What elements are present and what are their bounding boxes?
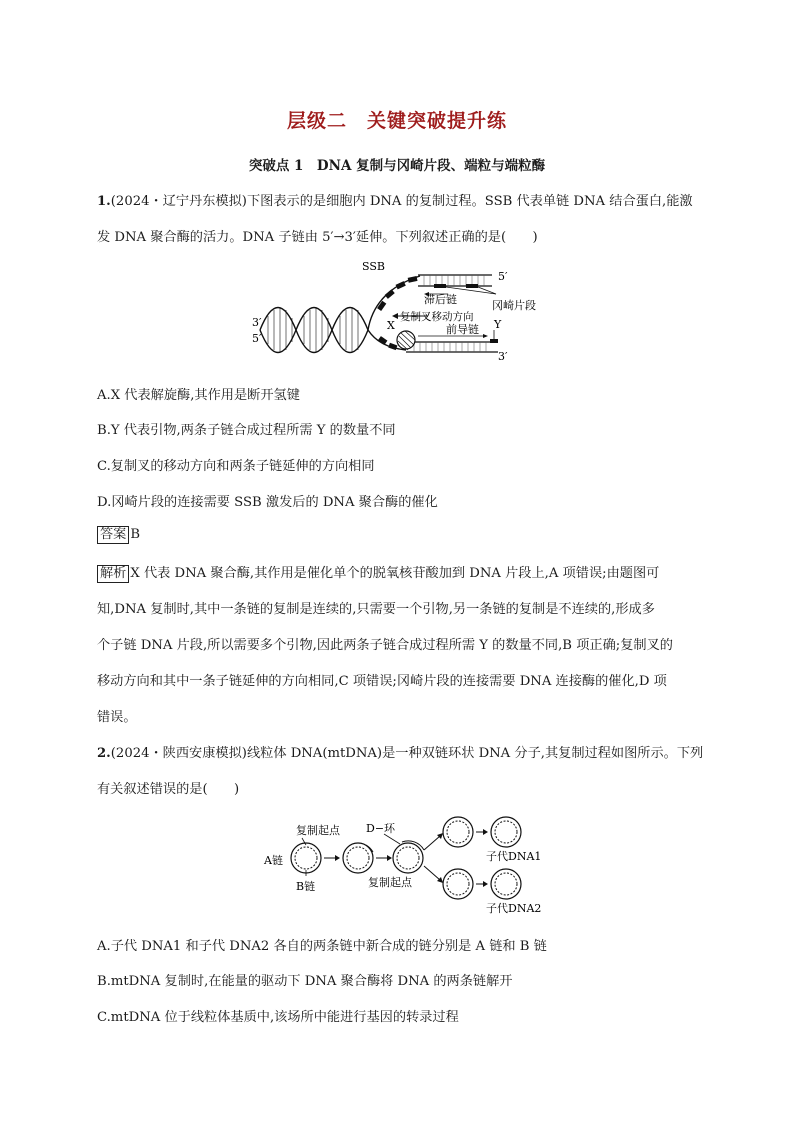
label-leading: 前导链: [446, 323, 479, 336]
label-5prime-top: 5′: [498, 270, 508, 283]
q2-stem-line1: 2.(2024・陕西安康模拟)线粒体 DNA(mtDNA)是一种双链环状 DNA 分子,其复制过程如图所示。下列: [97, 746, 704, 761]
label-child-dna1: 子代DNA1: [486, 850, 542, 863]
label-lagging: 滞后链: [424, 293, 457, 306]
q1-stem-line1: 1.(2024・辽宁丹东模拟)下图表示的是细胞内 DNA 的复制过程。SSB 代表单链 DNA 结合蛋白,能激: [97, 194, 693, 209]
label-x: X: [387, 319, 395, 332]
section-subtitle: 突破点 1 DNA 复制与冈崎片段、端粒与端粒酶: [248, 158, 546, 174]
label-y: Y: [494, 318, 502, 331]
q1-analysis-line5: 错误。: [97, 710, 137, 725]
label-okazaki: 冈崎片段: [492, 299, 536, 312]
q1-option-b: B.Y 代表引物,两条子链合成过程所需 Y 的数量不同: [97, 423, 396, 438]
mtdna-replication-figure: [262, 812, 542, 922]
answer-tag: 答案: [97, 526, 129, 544]
label-3prime-bottom: 3′: [498, 350, 508, 363]
label-3prime-left: 3′: [252, 316, 262, 329]
primer-y: [490, 339, 498, 343]
label-5prime-left: 5′: [252, 332, 262, 345]
lower-duplex-rungs: [414, 342, 486, 352]
label-origin-2: 复制起点: [368, 876, 412, 889]
q1-analysis-line2: 知,DNA 复制时,其中一条链的复制是连续的,只需要一个引物,另一条链的复制是不连续的,形成多: [97, 602, 655, 617]
q1-option-c: C.复制叉的移动方向和两条子链延伸的方向相同: [97, 459, 375, 474]
section-title: 层级二 关键突破提升练: [286, 110, 507, 132]
enzyme-x: [397, 331, 415, 349]
q2-option-c: C.mtDNA 位于线粒体基质中,该场所中能进行基因的转录过程: [97, 1010, 459, 1025]
q1-analysis-line3: 个子链 DNA 片段,所以需要多个引物,因此两条子链合成过程所需 Y 的数量不同,B 项正确;复制叉的: [97, 638, 673, 653]
replication-fork-figure: [248, 256, 548, 364]
label-ssb: SSB: [362, 260, 385, 273]
q2-option-a: A.子代 DNA1 和子代 DNA2 各自的两条链中新合成的链分别是 A 链和 B 链: [97, 939, 547, 954]
analysis-tag: 解析: [97, 565, 129, 583]
q1-analysis-line1: 解析 X 代表 DNA 聚合酶,其作用是催化单个的脱氧核苷酸加到 DNA 片段上,A 项错误;由题图可: [97, 562, 659, 583]
q2-option-b: B.mtDNA 复制时,在能量的驱动下 DNA 聚合酶将 DNA 的两条链解开: [97, 974, 513, 989]
label-d-loop: D−环: [366, 822, 396, 835]
q2-number: 2.: [97, 746, 111, 761]
helix-rungs: [268, 308, 358, 352]
q1-answer: 答案 B: [97, 526, 140, 544]
label-fork-direction: 复制叉移动方向: [400, 311, 474, 323]
label-a-chain: A链: [264, 854, 283, 867]
q1-number: 1.: [97, 194, 111, 209]
label-b-chain: B链: [296, 880, 316, 893]
q1-option-a: A.X 代表解旋酶,其作用是断开氢键: [97, 388, 300, 403]
q1-stem-line2: 发 DNA 聚合酶的活力。DNA 子链由 5′→3′延伸。下列叙述正确的是( ): [97, 230, 538, 245]
q1-analysis-line4: 移动方向和其中一条子链延伸的方向相同,C 项错误;冈崎片段的连接需要 DNA 连接酶的催化,D 项: [97, 674, 667, 689]
q2-stem-line2: 有关叙述错误的是( ): [97, 782, 240, 797]
label-child-dna2: 子代DNA2: [486, 902, 542, 915]
label-origin-1: 复制起点: [296, 824, 340, 837]
q1-option-d: D.冈崎片段的连接需要 SSB 激发后的 DNA 聚合酶的催化: [97, 495, 438, 510]
